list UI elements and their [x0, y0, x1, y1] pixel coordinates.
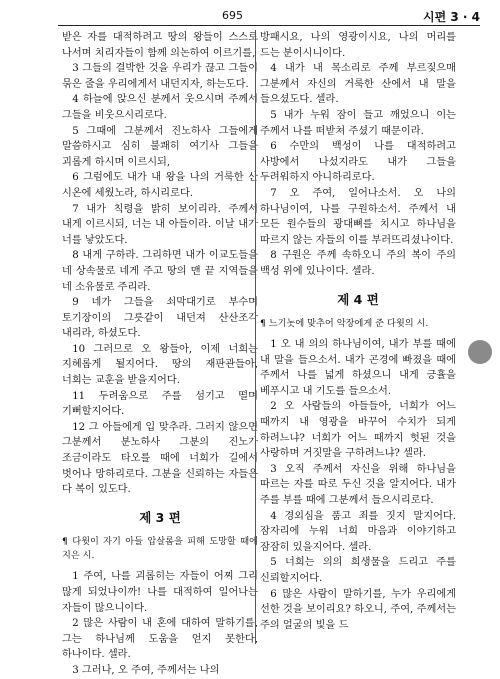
- verse-text: 10 그러므로 오 왕들아, 이제 너희는 지혜롭게 될지어다. 땅의 재판관들아, 너희는 교훈을 받을지어다.: [62, 343, 258, 387]
- verse-text: 4 하늘에 앉으신 분께서 웃으시며 주께서 그들을 비웃으시리로다.: [62, 94, 258, 121]
- verse-text: 2 오 사람들의 아들들아, 너희가 어느 때까지 내 영광을 바꾸어 수치가 되게 하려느냐? 너희가 어느 때까지 헛된 것을 사랑하며 거짓말을 구하려느냐? 셀라.: [260, 401, 456, 460]
- verse-text: 12 그 아들에게 입 맞추라. 그러지 않으면 그분께서 분노하사 그분의 진노가 조금이라도 타오를 때에 너희가 길에서 벗어나 망하리로다. 그분을 신뢰하는 자들은 다 복이 있도다.: [62, 421, 258, 496]
- verse-text: 1 오 내 의의 하나님이여, 내가 부를 때에 내 말을 들으소서. 내가 곤경에 빠졌을 때에 주께서 나를 넓게 하셨으니 내게 긍휼을 베푸시고 내 기도를 들으소서.: [260, 339, 456, 397]
- verse-text: 9 네가 그들을 쇠막대기로 부수며 토기장이의 그릇같이 내던져 산산조각 내리라, 하셨도다.: [62, 297, 258, 340]
- verse-text: 7 내가 칙령을 밝히 보이리라. 주께서 내게 이르시되, 너는 내 아들이라. 이날 내가 너를 낳았도다.: [62, 203, 258, 246]
- book-chapter-header: 시편 3 · 4: [423, 10, 480, 24]
- psalm-superscription: ¶ 느기놋에 맞추어 악장에게 준 다윗의 시.: [260, 318, 429, 330]
- verse-text: 4 내가 내 목소리로 주께 부르짖으매 그분께서 자신의 거룩한 산에서 내 말을 들으셨도다. 셀라.: [260, 63, 456, 106]
- verse-text: 1 주여, 나를 괴롭히는 자들이 어찌 그리 많게 되었나이까! 나를 대적하여 일어나는 자들이 많으니이다.: [62, 571, 258, 614]
- verse-text: 8 내게 구하라. 그리하면 내가 이교도들을 네 상속물로 네게 주고 땅의 맨 끝 지역들을 네 소유물로 주리라.: [62, 250, 258, 293]
- verse-text: 받은 자를 대적하려고 땅의 왕들이 스스로 나서며 치리자들이 함께 의논하여 이르기를,: [62, 32, 258, 59]
- verse-text: 6 그럼에도 내가 내 왕을 나의 거룩한 산 시온에 세웠노라, 하시리로다.: [62, 172, 258, 199]
- left-column: [62, 30, 258, 679]
- verse-text: 3 오직 주께서 자신을 위해 하나님을 따르는 자를 따로 두신 것을 알지어다. 내가 주를 부를 때에 그분께서 들으시리로다.: [260, 463, 456, 507]
- psalm-title: 제 3 편: [139, 509, 181, 525]
- right-column: [260, 30, 456, 633]
- psalm-superscription: ¶ 다윗이 자기 아들 압살롬을 피해 도망할 때에 지은 시.: [62, 536, 258, 562]
- verse-text: 2 많은 사람이 내 혼에 대하여 말하기를, 그는 하나님께 도움을 얻지 못한다, 하나이다. 셀라.: [62, 618, 258, 661]
- verse-text: 7 오 주여, 일어나소서. 오 나의 하나님이여, 나를 구원하소서. 주께서 내 모든 원수들의 광대뼈를 치시고 하나님을 따르지 않는 자들의 이를 부러뜨리셨나이다.: [260, 187, 456, 246]
- verse-text: 3 그러나, 오 주여, 주께서는 나의: [72, 664, 220, 676]
- verse-text: 6 많은 사람이 말하기를, 누가 우리에게 선한 것을 보이리요? 하오니, 주여, 주께서는 주의 얼굴의 빛을 드: [260, 588, 456, 631]
- verse-text: 6 수만의 백성이 나를 대적하려고 사방에서 나섰지라도 내가 그들을 두려워하지 아니하리로다.: [260, 141, 456, 184]
- overlay-dot[interactable]: [468, 340, 492, 364]
- verse-text: 4 경외심을 품고 죄를 짓지 말지어다. 잠자리에 누워 너희 마음과 이야기하고 잠잠히 있을지어다. 셀라.: [260, 510, 456, 553]
- verse-text: 5 내가 누워 잠이 들고 깨었으니 이는 주께서 나를 떠받쳐 주셨기 때문이라.: [260, 109, 456, 137]
- verse-text: 11 두려움으로 주를 섬기고 떨며 기뻐할지어다.: [62, 390, 258, 418]
- column-divider: [255, 30, 256, 644]
- verse-text: 방패시요, 나의 영광이시요, 나의 머리를 드는 분이시니이다.: [260, 32, 456, 59]
- psalm-title: 제 4 편: [337, 291, 379, 307]
- verse-text: 8 구원은 주께 속하오니 주의 복이 주의 백성 위에 있나이다. 셀라.: [260, 250, 456, 277]
- header-rule: [58, 25, 480, 26]
- verse-text: 5 그때에 그분께서 진노하사 그들에게 말씀하시고 심히 불쾌히 여기사 그들을 괴롭게 하시며 이르시되,: [62, 125, 258, 168]
- verse-text: 5 너희는 의의 희생물을 드리고 주를 신뢰할지어다.: [260, 557, 456, 584]
- page-number: 695: [222, 9, 243, 22]
- verse-text: 3 그들의 결박한 것을 우리가 끊고 그들이 묶은 줄을 우리에게서 내던지자, 하는도다.: [62, 63, 258, 90]
